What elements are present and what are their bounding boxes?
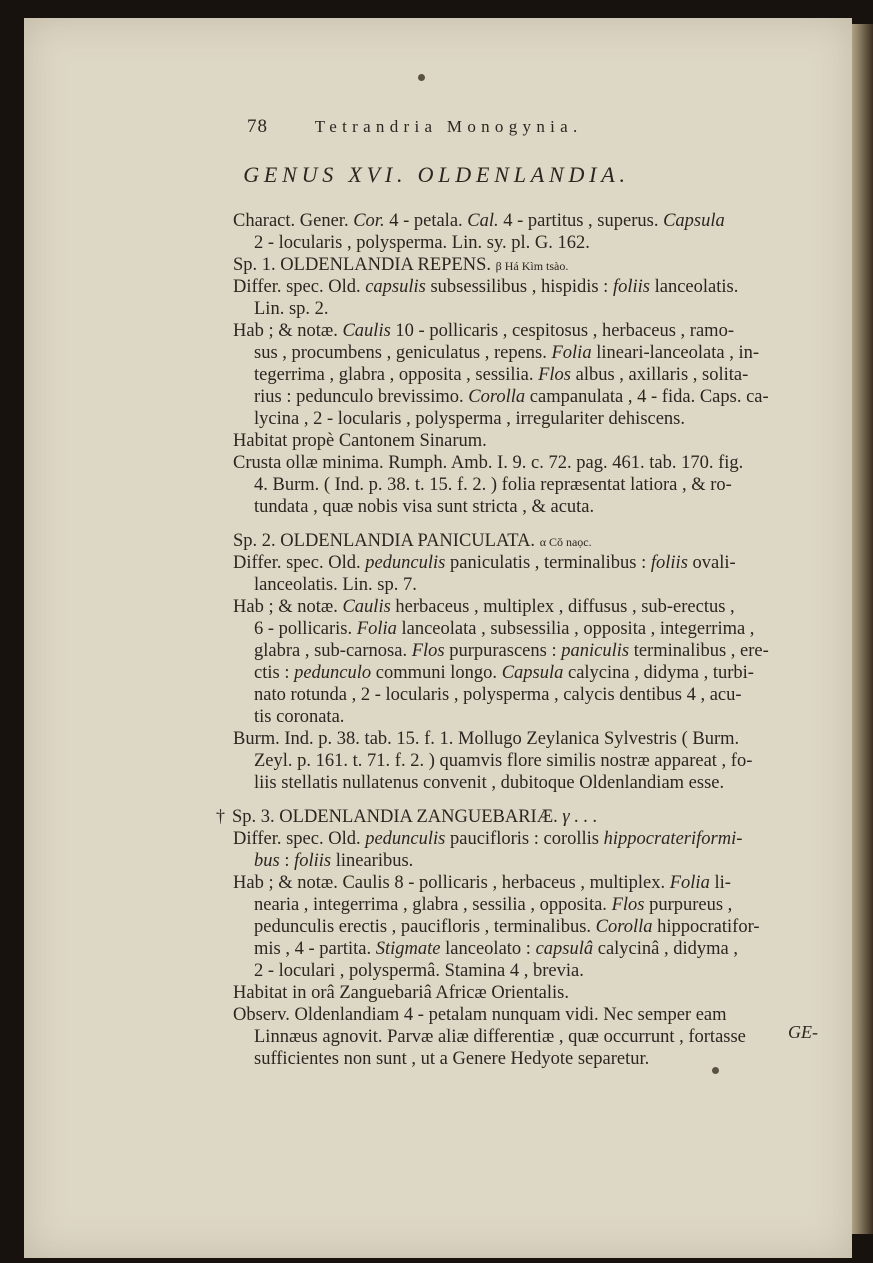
text-line — [254, 662, 754, 684]
text-segment: herbaceus , multiplex , diffusus , sub-erectus , — [390, 597, 735, 617]
text-line — [254, 386, 769, 408]
text-segment: Caulis — [342, 597, 391, 617]
text-segment: glabra , sub-carnosa. — [254, 641, 412, 661]
text-line — [233, 530, 592, 553]
text-segment: mis , 4 - partita. — [254, 939, 376, 959]
text-segment: lycina , 2 - locularis , polysperma , irregulariter dehiscens. — [254, 409, 686, 429]
text-line — [254, 408, 685, 430]
text-segment: Cor. — [353, 211, 385, 231]
text-line — [233, 320, 734, 342]
text-segment: pedunculis — [365, 829, 446, 849]
text-segment: Sp. 3. OLDENLANDIA ZANGUEBARIÆ. — [232, 807, 563, 827]
text-line — [254, 640, 769, 662]
text-segment: purpurascens : — [444, 641, 562, 661]
text-line — [254, 474, 732, 496]
text-segment: foliis — [612, 277, 650, 297]
text-line — [254, 232, 590, 254]
text-line — [233, 596, 735, 618]
text-line — [233, 1004, 727, 1026]
text-segment: Flos — [411, 641, 445, 661]
dagger-mark: † — [216, 806, 225, 826]
text-segment: nato rotunda , 2 - locularis , polysperma , calycis dentibus 4 , acu- — [254, 685, 742, 705]
text-line — [254, 960, 584, 982]
text-segment: pedunculis erectis , paucifloris , terminalibus. — [254, 917, 596, 937]
text-segment: Burm. Ind. p. 38. tab. 15. f. 1. Mollugo Zeylanica Sylvestris ( Burm. — [233, 729, 740, 749]
text-segment: 2 - loculari , polyspermâ. Stamina 4 , brevia. — [254, 961, 584, 981]
text-segment: Charact. Gener. — [233, 211, 354, 231]
text-segment: linearibus. — [331, 851, 414, 871]
text-segment: rius : pedunculo brevissimo. — [254, 387, 469, 407]
text-segment: 4 - petala. — [384, 211, 468, 231]
text-line — [233, 430, 487, 452]
text-line — [233, 728, 739, 750]
text-segment: Stigmate — [375, 939, 441, 959]
text-segment: pedunculo — [294, 663, 372, 683]
text-line — [254, 772, 724, 794]
text-segment: : — [279, 851, 295, 871]
text-segment: Sp. 1. OLDENLANDIA REPENS. — [233, 255, 496, 275]
text-line — [233, 452, 743, 474]
text-line — [254, 1048, 649, 1070]
text-segment: Folia — [669, 873, 710, 893]
text-segment: paucifloris : corollis — [445, 829, 604, 849]
text-line — [254, 364, 748, 386]
text-segment: purpureus , — [644, 895, 733, 915]
text-segment: li- — [709, 873, 731, 893]
text-segment: ovali- — [687, 553, 736, 573]
text-line — [233, 828, 742, 850]
text-segment: campanulata , 4 - fida. Caps. ca- — [525, 387, 769, 407]
text-segment: 4. Burm. ( Ind. p. 38. t. 15. f. 2. ) folia repræsentat latiora , & ro- — [254, 475, 732, 495]
text-segment: 4 - partitus , superus. — [498, 211, 664, 231]
text-segment: 2 - locularis , polysperma. Lin. sy. pl. G. 162. — [254, 233, 590, 253]
text-segment: lanceolato : — [440, 939, 536, 959]
text-segment: hippocratifor- — [652, 917, 760, 937]
text-segment: Lin. sp. 2. — [254, 299, 329, 319]
text-line — [233, 254, 568, 277]
page-number: 78 — [247, 116, 268, 137]
text-segment: Observ. Oldenlandiam 4 - petalam nunquam vidi. Nec semper eam — [233, 1005, 727, 1025]
text-segment: lanceolata , subsessilia , opposita , integerrima , — [396, 619, 755, 639]
text-segment: Caulis — [342, 321, 391, 341]
text-segment: Hab ; & notæ. — [233, 597, 343, 617]
text-segment: α Cŏ naọc. — [539, 535, 592, 549]
text-segment: Flos — [538, 365, 571, 385]
text-line — [232, 806, 597, 828]
text-segment: Differ. spec. Old. — [233, 553, 366, 573]
text-segment: calycina , didyma , turbi- — [563, 663, 754, 683]
text-line — [254, 618, 754, 640]
text-segment: lineari-lanceolata , in- — [591, 343, 760, 363]
text-line — [254, 496, 594, 518]
text-segment: 6 - pollicaris. — [254, 619, 357, 639]
genus-title: GENUS XVI. OLDENLANDIA. — [243, 162, 630, 187]
text-line — [254, 342, 759, 364]
text-segment: pedunculis — [365, 553, 446, 573]
text-segment: albus , axillaris , solita- — [571, 365, 749, 385]
text-segment: Cal. — [467, 211, 499, 231]
ink-spot — [712, 1067, 719, 1074]
text-segment: paniculis — [561, 641, 630, 661]
text-segment: Folia — [356, 619, 397, 639]
text-segment: foliis — [294, 851, 332, 871]
text-segment: liis stellatis nullatenus convenit , dubitoque Oldenlandiam esse. — [254, 773, 725, 793]
text-segment: Habitat propè Cantonem Sinarum. — [233, 431, 487, 451]
text-segment: hippocrateriformi- — [603, 829, 743, 849]
text-segment: foliis — [650, 553, 688, 573]
text-line — [254, 1026, 746, 1048]
text-line — [233, 982, 569, 1004]
text-segment: subsessilibus , hispidis : — [425, 277, 613, 297]
text-segment: tis coronata. — [254, 707, 345, 727]
text-segment: capsulis — [365, 277, 426, 297]
text-segment: lanceolatis. — [649, 277, 739, 297]
text-line — [254, 706, 344, 728]
text-segment: Differ. spec. Old. — [233, 829, 366, 849]
running-title: Tetrandria Monogynia. — [314, 117, 583, 136]
text-segment: paniculatis , terminalibus : — [445, 553, 651, 573]
text-segment: nearia , integerrima , glabra , sessilia , opposita. — [254, 895, 612, 915]
text-segment: Folia — [551, 343, 592, 363]
text-segment: terminalibus , ere- — [629, 641, 769, 661]
text-segment: Crusta ollæ minima. Rumph. Amb. I. 9. c. 72. pag. 461. tab. 170. fig. — [233, 453, 744, 473]
text-segment: Hab ; & notæ. — [233, 321, 343, 341]
catchword: GE- — [788, 1022, 818, 1042]
running-header — [247, 116, 583, 138]
text-line — [254, 938, 738, 960]
text-segment: sus , procumbens , geniculatus , repens. — [254, 343, 552, 363]
text-line — [233, 872, 731, 894]
text-line — [254, 850, 413, 872]
text-segment: Sp. 2. OLDENLANDIA PANICULATA. — [233, 531, 540, 551]
text-segment: sufficientes non sunt , ut a Genere Hedyote separetur. — [254, 1049, 650, 1069]
text-segment: calycinâ , didyma , — [593, 939, 738, 959]
text-segment: Flos — [611, 895, 645, 915]
text-line — [254, 574, 417, 596]
text-segment: tegerrima , glabra , opposita , sessilia. — [254, 365, 539, 385]
text-segment: bus — [254, 851, 280, 871]
text-line — [254, 298, 329, 320]
text-segment: ctis : — [254, 663, 295, 683]
text-segment: communi longo. — [371, 663, 502, 683]
text-segment: Habitat in orâ Zanguebariâ Africæ Orientalis. — [233, 983, 569, 1003]
page-edge — [850, 24, 873, 1234]
text-segment: lanceolatis. Lin. sp. 7. — [254, 575, 417, 595]
text-line — [233, 552, 736, 574]
text-line — [254, 894, 732, 916]
text-segment: tundata , quæ nobis visa sunt stricta , & acuta. — [254, 497, 595, 517]
text-segment: Linnæus agnovit. Parvæ aliæ differentiæ , quæ occurrunt , fortasse — [254, 1027, 746, 1047]
text-line — [233, 210, 725, 232]
text-segment: Zeyl. p. 161. t. 71. f. 2. ) quamvis flore similis nostræ appareat , fo- — [254, 751, 753, 771]
text-line — [254, 684, 742, 706]
text-line — [254, 750, 752, 772]
text-segment: Corolla — [595, 917, 653, 937]
ink-spot — [418, 74, 425, 81]
text-line — [254, 916, 760, 938]
text-segment: Differ. spec. Old. — [233, 277, 366, 297]
text-segment: Corolla — [468, 387, 526, 407]
text-segment: Capsula — [501, 663, 564, 683]
text-segment: Hab ; & notæ. Caulis 8 - pollicaris , herbaceus , multiplex. — [233, 873, 670, 893]
text-segment: Capsula — [663, 211, 725, 231]
text-segment: β Há Kìm tsào. — [495, 259, 569, 273]
text-line — [233, 276, 738, 298]
text-segment: 10 - pollicaris , cespitosus , herbaceus , ramo- — [390, 321, 734, 341]
text-segment: capsulâ — [535, 939, 594, 959]
text-segment: γ . . . — [562, 807, 598, 827]
